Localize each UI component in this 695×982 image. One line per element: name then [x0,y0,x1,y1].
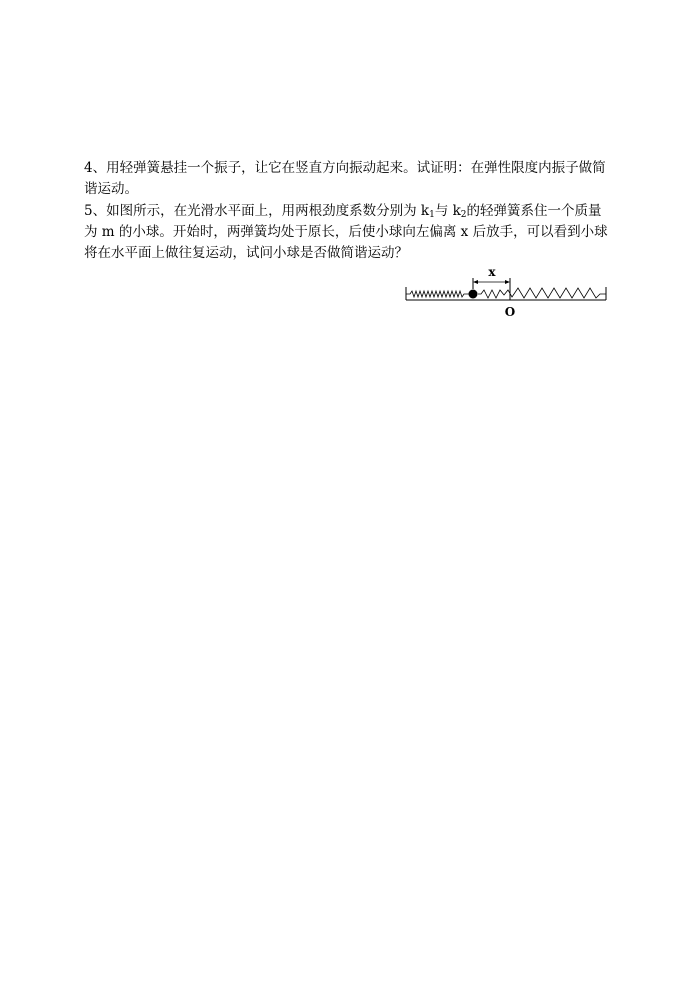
question-5-number: 5、 [84,203,107,219]
right-spring [478,288,606,298]
displacement-label: x [488,265,496,279]
question-5 [84,201,614,264]
question-5-text-c: 的轻弹簧系住一个质量为 m 的小球。开始时，两弹簧均处于原长，后使小球向左偏离 x 后放手，可以看到小球将在水平面上做往复运动，试问小球是否做简谐运动？ [84,203,608,261]
arrow-head-right [505,280,510,284]
spring-ball-diagram [402,262,612,322]
question-5-text-b: 与 k [434,203,461,219]
question-4-number: 4、 [84,160,107,176]
question-5-text-a: 如图所示，在光滑水平面上，用两根劲度系数分别为 k [106,203,430,219]
k1-subscript: 1 [429,210,435,220]
ball [469,290,478,299]
origin-label: O [504,305,516,319]
question-4 [84,158,614,200]
left-spring [406,291,473,297]
question-4-text: 用轻弹簧悬挂一个振子，让它在竖直方向振动起来。试证明：在弹性限度内振子做简谐运动。 [84,160,606,197]
k2-subscript: 2 [460,210,467,220]
arrow-head-left [473,280,478,284]
